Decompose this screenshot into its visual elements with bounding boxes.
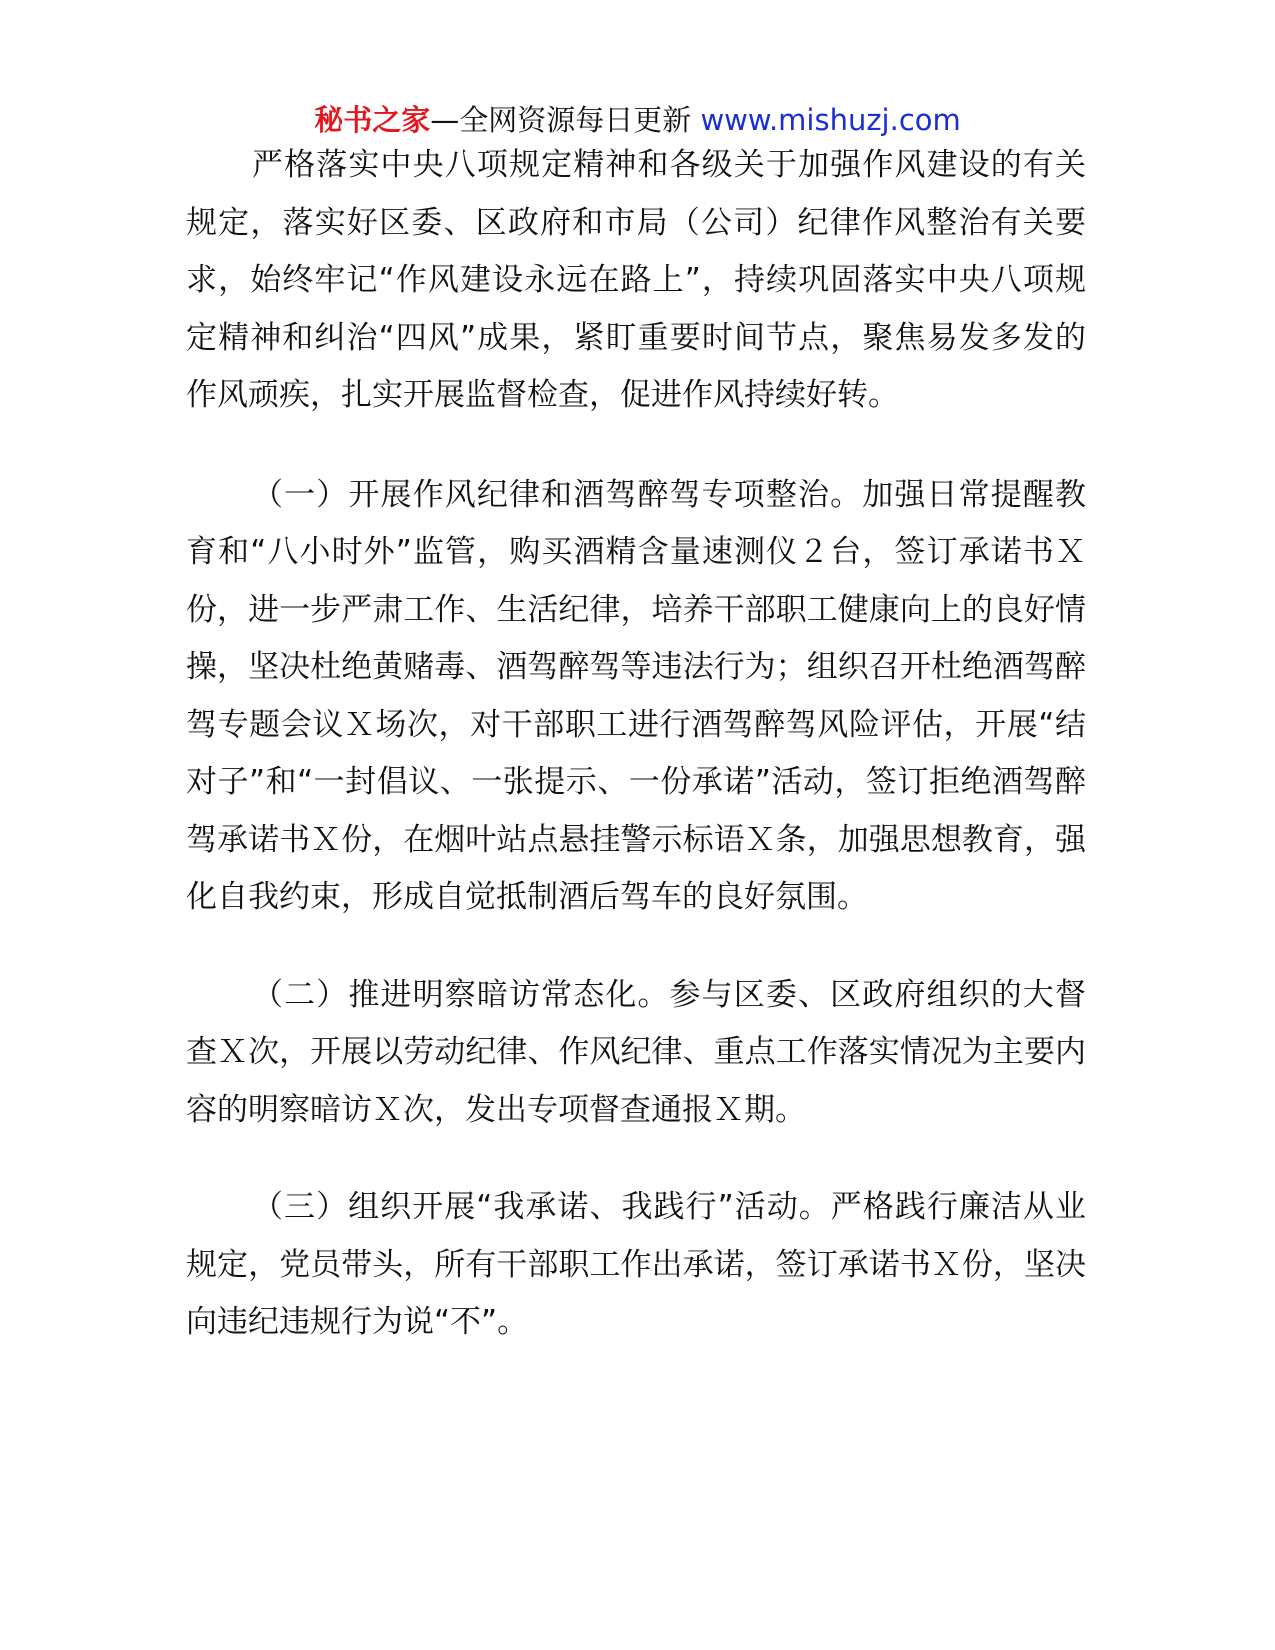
brand-name: 秘书之家: [314, 103, 431, 137]
section-paragraph-2: （二）推进明察暗访常态化。参与区委、区政府组织的大督查Ｘ次，开展以劳动纪律、作风纪律、重点工作落实情况为主要内容的明察暗访Ｘ次，发出专项督查通报Ｘ期。: [186, 976, 1086, 1128]
intro-paragraph: 严格落实中央八项规定精神和各级关于加强作风建设的有关规定，落实好区委、区政府和市局（公司）纪律作风整治有关要求，始终牢记“作风建设永远在路上”，持续巩固落实中央八项规定精神和纠治“四风”成果，紧盯重要时间节点，聚焦易发多发的作风顽疾，扎实开展监督检查，促进作风持续好转。: [186, 147, 1086, 413]
site-header: [0, 100, 1275, 140]
section-paragraph-1: （一）开展作风纪律和酒驾醉驾专项整治。加强日常提醒教育和“八小时外”监管，购买酒精含量速测仪２台，签订承诺书Ｘ份，进一步严肃工作、生活纪律，培养干部职工健康向上的良好情操，坚决杜绝黄赌毒、酒驾醉驾等违法行为；组织召开杜绝酒驾醉驾专题会议Ｘ场次，对干部职工进行酒驾醉驾风险评估，开展“结对子”和“一封倡议、一张提示、一份承诺”活动，签订拒绝酒驾醉驾承诺书Ｘ份，在烟叶站点悬挂警示标语Ｘ条，加强思想教育，强化自我约束，形成自觉抵制酒后驾车的良好氛围。: [186, 476, 1086, 915]
document-body: [186, 137, 1086, 1352]
section-paragraph-3: （三）组织开展“我承诺、我践行”活动。严格践行廉洁从业规定，党员带头，所有干部职工作出承诺，签订承诺书Ｘ份，坚决向违纪违规行为说“不”。: [186, 1189, 1086, 1340]
header-tagline: —全网资源每日更新: [430, 103, 701, 137]
site-url-link[interactable]: www.mishuzj.com: [700, 103, 961, 137]
